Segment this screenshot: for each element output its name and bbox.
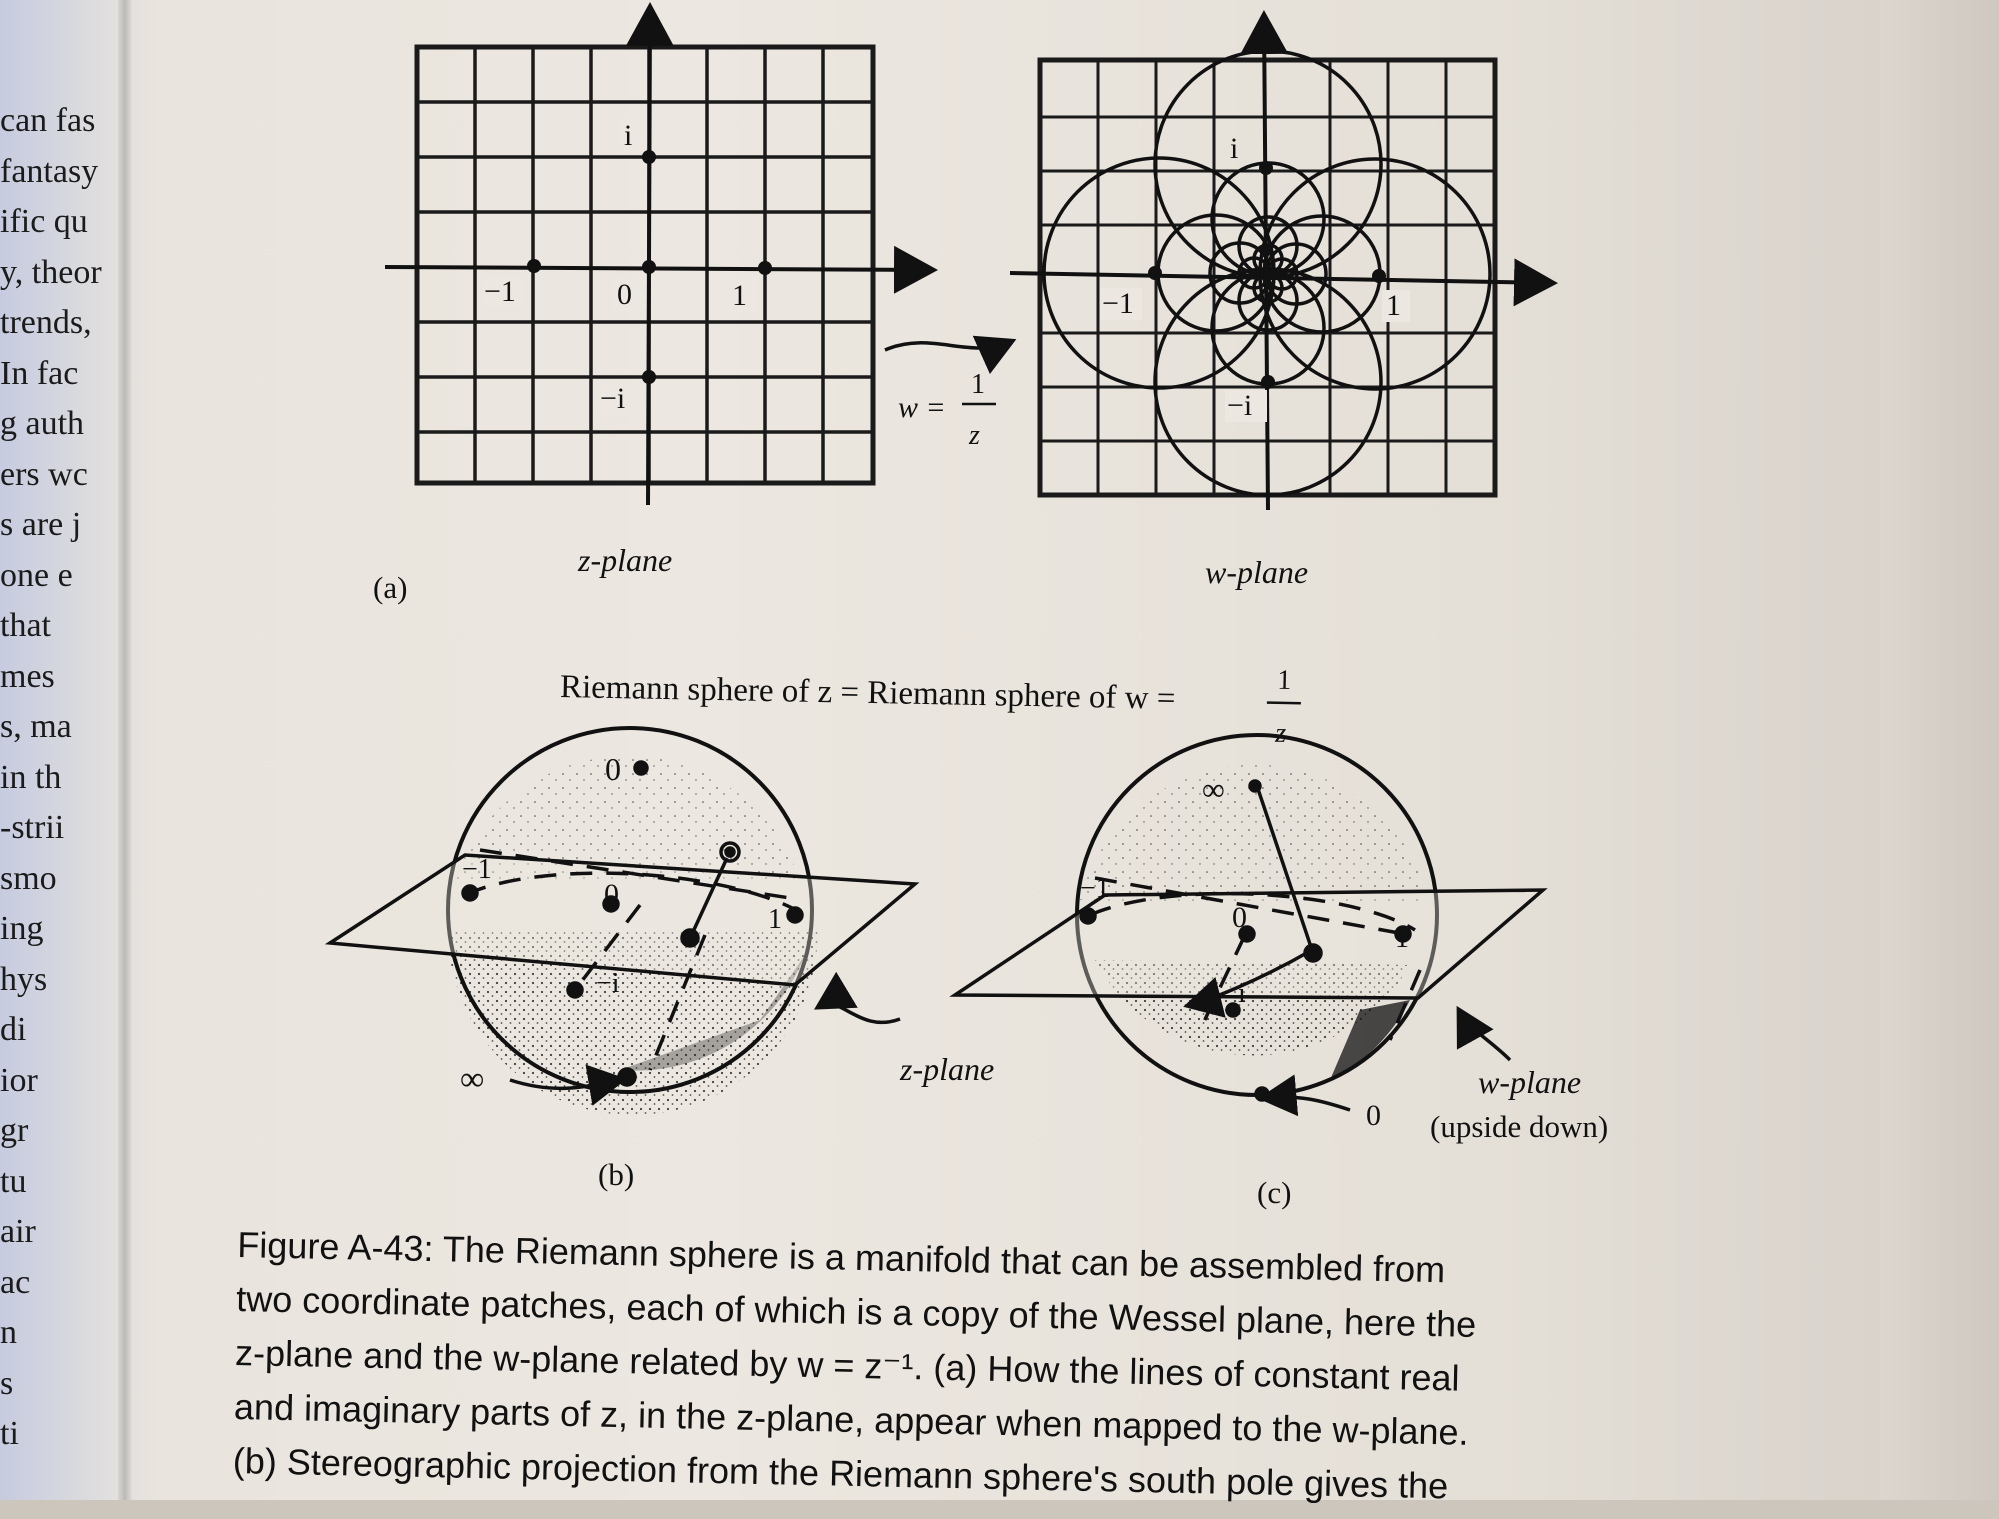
w-label-minus-i: −i <box>1227 389 1253 422</box>
left-line: air <box>0 1213 36 1250</box>
panel-c-letter: (c) <box>1257 1175 1292 1210</box>
caption-line: and imaginary parts of z, in the z-plane, appear when mapped to the w-plane. <box>233 1385 1469 1453</box>
b-label-infinity: ∞ <box>460 1061 485 1098</box>
left-line: ers wc <box>0 455 88 493</box>
caption-line: z-plane and the w-plane related by w = z⁻¹. (a) How the lines of constant real <box>234 1331 1460 1399</box>
left-line: mes <box>0 657 55 695</box>
left-line: y, theor <box>0 253 102 291</box>
z-imag-axis <box>648 10 650 505</box>
left-line: tu <box>0 1162 27 1200</box>
c-plane-label: w-plane <box>1478 1064 1582 1100</box>
left-line: can fas <box>0 102 96 139</box>
left-line: ific qu <box>0 203 88 240</box>
c-plane-note: (upside down) <box>1430 1109 1609 1144</box>
left-line: n <box>0 1314 17 1351</box>
map-formula-den: z <box>969 420 980 451</box>
figure-caption <box>232 1218 1697 1519</box>
caption-line: Figure A-43: The Riemann sphere is a manifold that can be assembled from <box>237 1223 1446 1291</box>
b-label-zero: 0 <box>604 878 619 911</box>
left-line: di <box>0 1011 27 1048</box>
left-line: ac <box>0 1263 31 1301</box>
b-label-top-zero: 0 <box>605 751 621 787</box>
panel-b-letter: (b) <box>598 1157 635 1192</box>
c-label-one: 1 <box>1395 923 1409 954</box>
left-line: g auth <box>0 405 85 442</box>
c-label-bottom-zero: 0 <box>1366 1099 1381 1132</box>
w-label-one: 1 <box>1386 289 1401 322</box>
z-real-axis <box>385 267 930 270</box>
z-plane-labels <box>482 115 758 415</box>
w-label-minus-one: −1 <box>1102 287 1134 320</box>
z-label-one: 1 <box>732 279 747 312</box>
w-plane-title: w-plane <box>1205 554 1309 590</box>
b-plane-label: z-plane <box>900 1051 995 1087</box>
left-line: trends, <box>0 304 92 341</box>
sphere-heading-text: Riemann sphere of z = Riemann sphere of w = <box>559 669 1176 717</box>
left-line: smo <box>0 859 57 897</box>
left-line: in th <box>0 758 62 796</box>
left-line: that <box>0 607 51 644</box>
panel-a-letter: (a) <box>373 570 408 605</box>
z-label-minus-one: −1 <box>484 275 516 308</box>
left-line: -strii <box>0 809 65 846</box>
b-label-minus-i: −i <box>596 968 620 999</box>
left-line: s, ma <box>0 708 72 745</box>
b-label-one: 1 <box>768 904 782 935</box>
z-label-minus-i: −i <box>600 382 626 415</box>
left-line: fantasy <box>0 152 99 190</box>
left-line: gr <box>0 1112 29 1149</box>
left-line: ti <box>0 1415 19 1452</box>
sphere-heading-den: z <box>1275 717 1287 749</box>
z-label-i: i <box>624 119 633 152</box>
w-label-i: i <box>1230 132 1239 165</box>
c-label-minus-one: −1 <box>1080 873 1110 904</box>
left-line: ior <box>0 1061 38 1099</box>
c-label-infinity-top: ∞ <box>1202 771 1225 807</box>
left-line: s <box>0 1364 14 1402</box>
b-label-minus-one: −1 <box>462 854 492 885</box>
sphere-heading-num: 1 <box>1277 664 1292 697</box>
c-label-i: i <box>1238 978 1246 1009</box>
left-line: ing <box>0 910 44 947</box>
z-plane-title: z-plane <box>578 542 673 578</box>
left-line: In fac <box>0 354 79 392</box>
caption-line: two coordinate patches, each of which is a copy of the Wessel plane, here the <box>235 1277 1477 1345</box>
map-formula-num: 1 <box>971 369 985 400</box>
left-line: one e <box>0 556 73 594</box>
map-formula-prefix: w = <box>898 391 946 424</box>
caption-line: (b) Stereographic projection from the Riemann sphere's south pole gives the <box>232 1439 1449 1507</box>
c-label-zero: 0 <box>1232 901 1247 934</box>
w-imag-axis <box>1264 18 1268 510</box>
mapping-arrow <box>885 342 1010 451</box>
left-line: s are j <box>0 506 82 543</box>
left-line: hys <box>0 960 48 998</box>
z-label-zero: 0 <box>617 278 632 311</box>
